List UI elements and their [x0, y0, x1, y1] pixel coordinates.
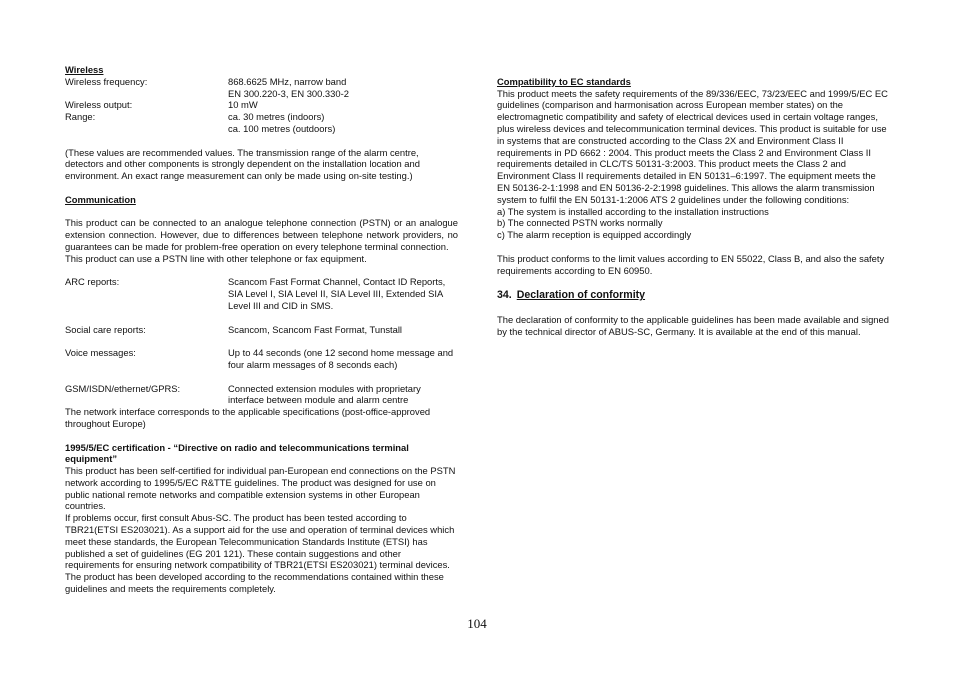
voice-messages-row: Voice messages: Up to 44 seconds (one 12 second home message and four alarm messages of 8 seconds each) — [65, 347, 454, 370]
right-column — [497, 64, 890, 337]
compat-para-1: This product meets the safety requirements of the 89/336/EEC, 73/23/EEC and 1999/5/EC EC guidelines (comparison and harmonisation across European member states) on the electromagnetic compatibility and safety of electrical devices used in certain voltage ranges, plus wireless devices and telecommunication terminal devices. This product is suitable for use in systems that are constructed according to the Class 2X and Environment Class II requirements in PD 6662 : 2004. This product meets the Class 2 and Environment Class II requirements detailed in CLC/TS 50131-3:2003. This product meets the Class 2 and Environment Class II requirements detailed in EN 50131–6:1997. The equipment meets the EN 50136-2-1:1998 and EN 50136-2-2:1998 guidelines. This allows the alarm transmission system to fulfil the EN 50131-1:2006 ATS 2 guidelines under the following conditions: — [497, 87, 888, 205]
communication-para-1: This product can be connected to an analogue telephone connection (PSTN) or an analogue extension connection. However, due to differences between telephone network providers, no guarantees can be made for problem-free operation on every telephone terminal connection. — [65, 217, 458, 252]
compat-para-2: This product conforms to the limit values according to EN 55022, Class B, and also the safety requirements according to EN 60950. — [497, 252, 885, 276]
condition-a: a) The system is installed according to the installation instructions — [497, 205, 769, 217]
wireless-output-row: Wireless output: 10 mW — [65, 99, 258, 111]
wireless-standards-value: EN 300.220-3, EN 300.330-2 — [228, 87, 349, 99]
condition-b: b) The connected PSTN works normally — [497, 217, 663, 229]
network-interface-text: The network interface corresponds to the applicable specifications (post-office-approved throughout Europe) — [65, 406, 431, 429]
gsm-row: GSM/ISDN/ethernet/GPRS: Connected extension modules with proprietary interface between module and alarm centre — [65, 382, 421, 406]
range-outdoors: ca. 100 metres (outdoors) — [228, 122, 336, 134]
wireless-frequency-value: 868.6625 MHz, narrow band — [228, 75, 347, 87]
range-indoors: ca. 30 metres (indoors) — [228, 111, 325, 123]
wireless-frequency-row: Wireless frequency: 868.6625 MHz, narrow band EN 300.220-3, EN 300.330-2 — [65, 75, 349, 99]
wireless-heading: Wireless — [65, 64, 104, 75]
certification-heading: 1995/5/EC certification - “Directive on radio and telecommunications terminal equipment” — [65, 441, 409, 465]
left-column — [65, 64, 458, 595]
communication-heading: Communication — [65, 193, 136, 205]
range-note: (These values are recommended values. The transmission range of the alarm centre, detectors and other components is strongly dependent on the installation location and environment. An exact range measurement can only be made using on-site testing.) — [65, 146, 420, 182]
declaration-heading — [497, 290, 890, 302]
condition-c: c) The alarm reception is equipped accordingly — [497, 229, 692, 241]
communication-para-2: This product can use a PSTN line with other telephone or fax equipment. — [65, 252, 367, 264]
certification-para-1: This product has been self-certified for individual pan-European end connections on the PSTN network according to 1995/5/EC R&TTE guidelines. The product was designed for use on public national remote networks and compatible extension systems in other European countries. — [65, 465, 456, 512]
compat-heading: Compatibility to EC standards — [497, 75, 631, 87]
range-row: Range: ca. 30 metres (indoors) ca. 100 metres (outdoors) — [65, 111, 336, 134]
page-number: 104 — [467, 616, 487, 631]
declaration-text: The declaration of conformity to the applicable guidelines has been made available and signed by the technical director of ABUS-SC, Germany. It is available at the end of this manual. — [497, 313, 889, 337]
certification-para-2: If problems occur, first consult Abus-SC. The product has been tested according to TBR21(ETSI ES203021). As a support aid for the use and operation of terminal devices which meet these standards, the European Telecommunication Standards Institute (ETSI) has published a set of guidelines (EG 201 121). These contain suggestions and other requirements for ensuring network compatibility of TBR21(ETSI ES203021) terminal devices. The product has been developed according to the recommendations contained within these guidelines and meets the requirements completely. — [65, 512, 455, 595]
arc-reports-row: ARC reports: Scancom Fast Format Channel, Contact ID Reports, SIA Level I, SIA Level II, SIA Level III, Extended SIA Level III and CID in SMS. — [65, 276, 446, 311]
social-care-row: Social care reports: Scancom, Scancom Fast Format, Tunstall — [65, 323, 403, 335]
section-title: Declaration of conformity — [516, 289, 646, 302]
section-number: 34. — [497, 289, 512, 302]
